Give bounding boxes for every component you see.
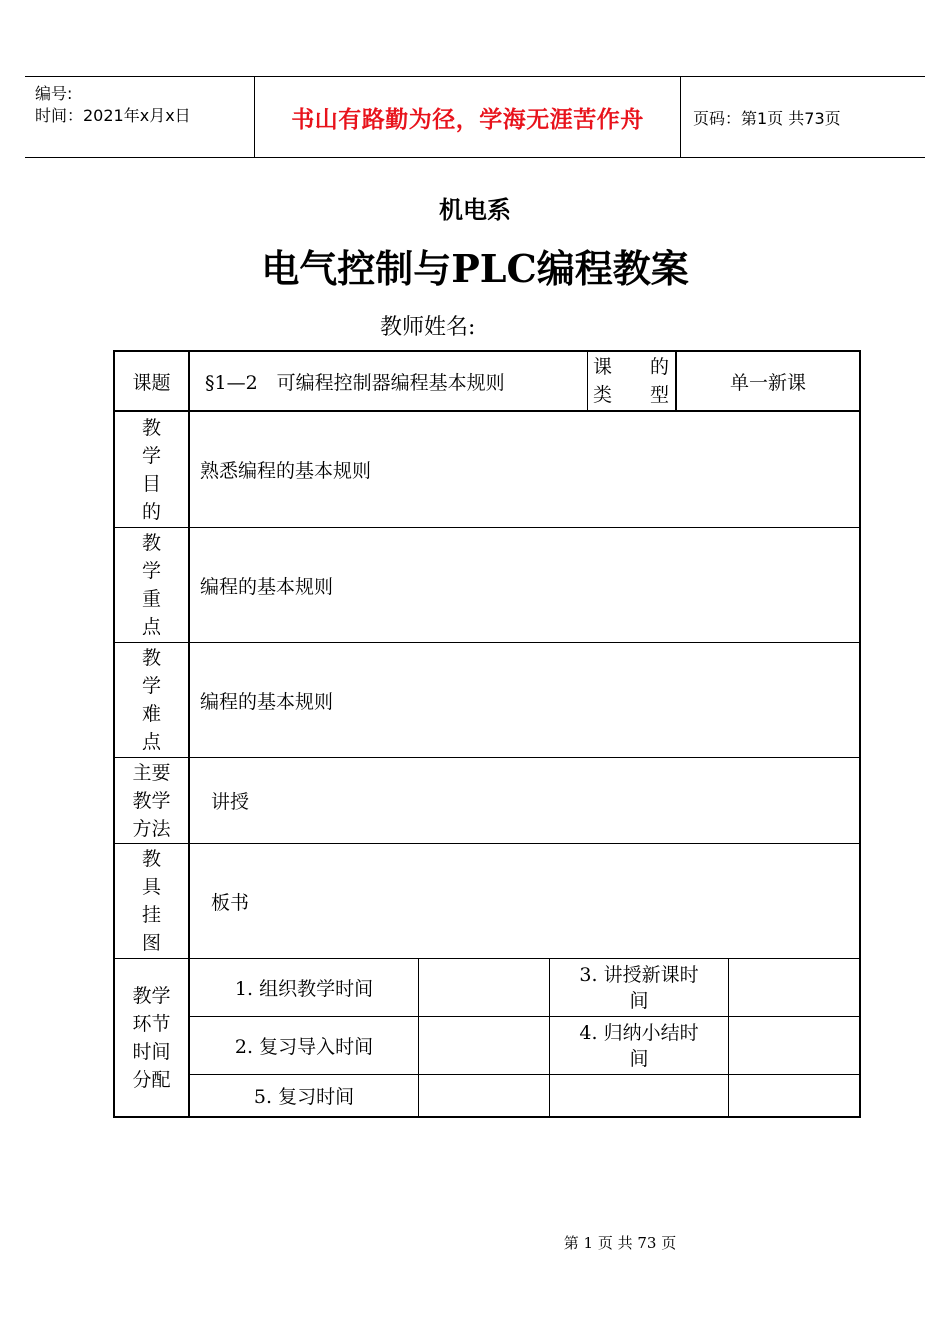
- course-type-value: 单一新课: [729, 371, 806, 394]
- course-type-label: [587, 352, 675, 410]
- document-header: [25, 76, 925, 158]
- course-type-label-line2: 类 型: [592, 384, 669, 406]
- number-label: 编号:: [35, 84, 73, 103]
- teaching-aids-value: 板书: [211, 891, 250, 914]
- label-char: 学: [141, 675, 161, 697]
- label-char: 学: [141, 560, 161, 582]
- schedule-item-line: 间: [629, 989, 649, 1012]
- label-line: 分配: [132, 1068, 171, 1091]
- department-title: 机电系: [439, 196, 511, 224]
- label-char: 教: [141, 532, 161, 554]
- label-line: 方法: [132, 817, 171, 840]
- label-char: 教: [141, 848, 161, 870]
- label-line: 时间: [132, 1040, 171, 1063]
- label-char: 重: [141, 588, 161, 610]
- label-char: 难: [141, 703, 161, 725]
- schedule-item-review: 5. 复习时间: [253, 1086, 355, 1108]
- course-type-label-line1: 课 的: [592, 356, 669, 378]
- schedule-item-review-intro: 2. 复习导入时间: [234, 1036, 374, 1058]
- column-divider: [418, 958, 419, 1116]
- key-points-value: 编程的基本规则: [200, 575, 334, 598]
- schedule-item-organize: 1. 组织教学时间: [234, 978, 374, 1000]
- label-line: 教学: [132, 789, 171, 812]
- column-divider: [728, 958, 729, 1116]
- label-char: 点: [141, 616, 161, 638]
- header-motto-cell: [255, 77, 681, 157]
- objective-label: [115, 412, 188, 527]
- page-footer: 第 1 页 共 73 页: [563, 1234, 677, 1252]
- label-line: 环节: [132, 1012, 171, 1035]
- schedule-item-line: 3. 讲授新课时: [579, 963, 699, 986]
- methods-label: [115, 758, 188, 843]
- topic-value: §1—2 可编程控制器编程基本规则: [205, 371, 505, 394]
- schedule-item-line: 4. 归纳小结时: [579, 1021, 699, 1044]
- label-char: 教: [141, 647, 161, 669]
- difficulties-value: 编程的基本规则: [200, 690, 334, 713]
- label-char: 挂: [141, 904, 161, 926]
- objective-value: 熟悉编程的基本规则: [200, 460, 372, 482]
- page-number-label: 页码：第1页 共73页: [693, 108, 841, 128]
- difficulties-label: [115, 643, 188, 757]
- schedule-item-line: 间: [629, 1047, 649, 1070]
- label-char: 图: [141, 932, 161, 954]
- schedule-item-summary: [550, 1017, 728, 1074]
- time-label: 时间：2021年x月x日: [35, 106, 191, 125]
- schedule-item-new-lesson: [550, 959, 728, 1016]
- label-line: 主要: [132, 761, 171, 784]
- label-char: 具: [141, 876, 161, 898]
- motto-text: 书山有路勤为径，学海无涯苦作舟: [291, 106, 644, 133]
- header-meta-cell: [25, 77, 255, 157]
- key-points-label: [115, 528, 188, 642]
- label-char: 的: [141, 500, 161, 523]
- label-char: 教: [141, 416, 161, 439]
- header-page-cell: [681, 77, 925, 157]
- teacher-name-label: 教师姓名:: [380, 315, 476, 340]
- topic-label: 课题: [132, 371, 171, 394]
- label-char: 点: [141, 731, 161, 753]
- schedule-label: [115, 959, 188, 1116]
- teaching-aids-label: [115, 844, 188, 958]
- methods-value: 讲授: [211, 791, 250, 813]
- document-title: 电气控制与PLC编程教案: [261, 246, 689, 291]
- label-char: 学: [141, 444, 161, 467]
- lesson-plan-table: [113, 350, 861, 1118]
- label-line: 教学: [132, 984, 171, 1007]
- label-char: 目: [141, 472, 161, 495]
